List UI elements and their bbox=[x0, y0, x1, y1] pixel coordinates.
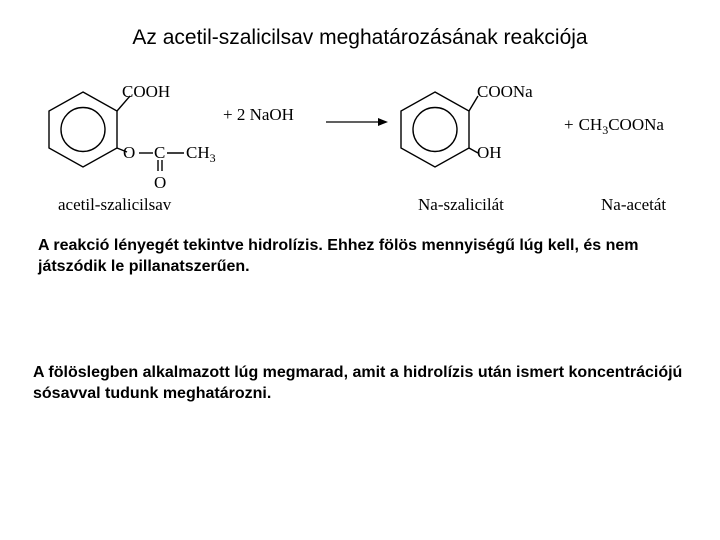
benzene-ring-reactant bbox=[49, 92, 117, 167]
explanation-paragraph-2: A fölöslegben alkalmazott lúg megmarad, amit a hidrolízis után ismert koncentrációjú sósavval tudunk meghatározni. bbox=[33, 364, 683, 402]
product-oh-label: OH bbox=[477, 143, 502, 162]
reaction-arrow bbox=[326, 118, 388, 126]
product2-formula: + $CH_3COONa$ bbox=[564, 115, 664, 137]
product1-name: Na-szalicilát bbox=[418, 195, 504, 214]
reaction-scheme bbox=[0, 60, 720, 220]
reactant-ester-o-label: O bbox=[123, 143, 136, 162]
reactant-cooh-label: COOH bbox=[122, 82, 171, 101]
benzene-ring-product bbox=[401, 92, 469, 167]
slide-title: Az acetil-szalicilsav meghatározásának reakciója bbox=[132, 26, 588, 49]
reactant-ch3-label: $CH_3$ bbox=[186, 143, 216, 165]
product-coona-label: COONa bbox=[477, 82, 533, 101]
reactant-ester-c-label: C bbox=[154, 143, 166, 162]
reactant-carbonyl-o-label: O bbox=[154, 173, 167, 192]
explanation-paragraph-1: A reakció lényegét tekintve hidrolízis. Ehhez fölös mennyiségű lúg kell, és nem játszódik le pillanatszerűen. bbox=[38, 237, 639, 275]
reactant-name: acetil-szalicilsav bbox=[58, 195, 172, 214]
product2-name: Na-acetát bbox=[601, 195, 667, 214]
reagent-label: + 2 NaOH bbox=[223, 105, 294, 124]
